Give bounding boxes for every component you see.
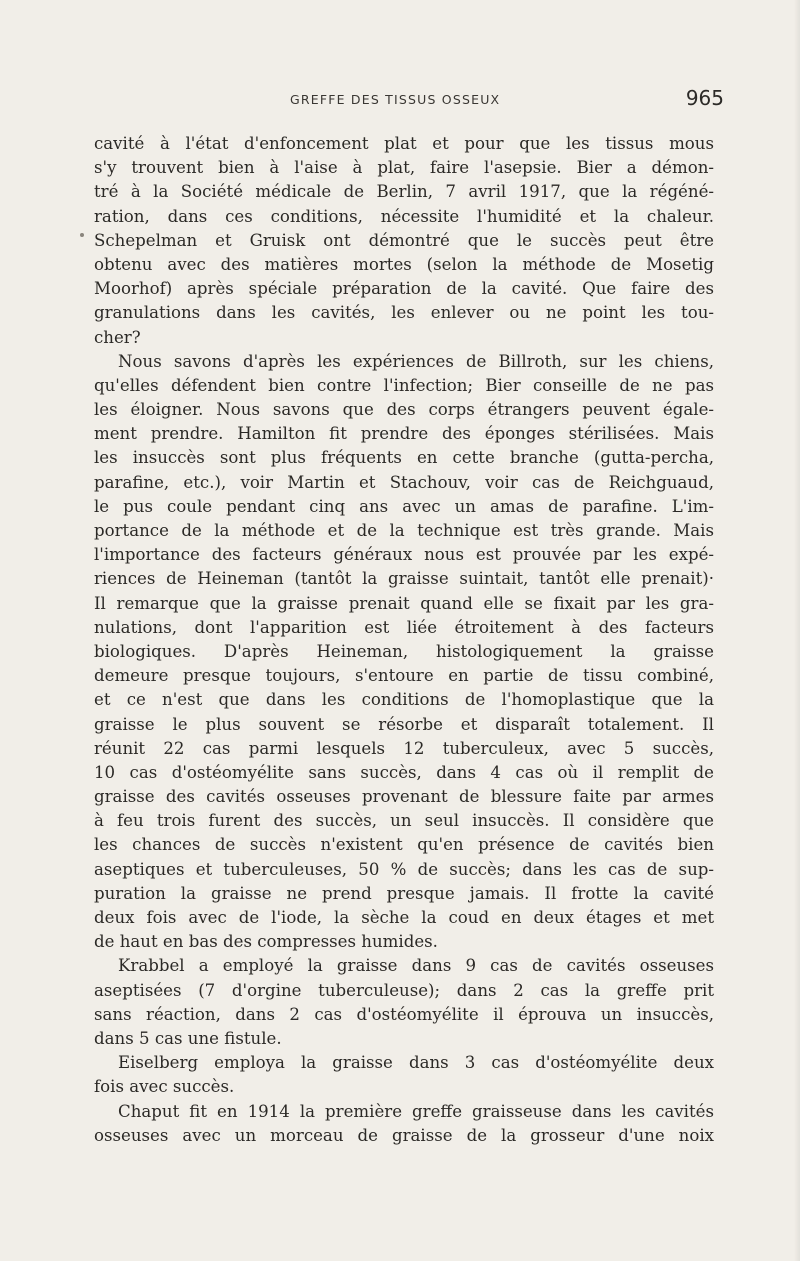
- text-line: à feu trois furent des succès, un seul insuccès. Il considère que: [94, 811, 714, 831]
- text-line: graisse des cavités osseuses provenant de blessure faite par armes: [94, 787, 714, 807]
- text-line: tré à la Société médicale de Berlin, 7 avril 1917, que la régéné-: [94, 182, 714, 202]
- margin-mark: [80, 233, 84, 237]
- text-line: et ce n'est que dans les conditions de l'homoplastique que la: [94, 690, 714, 710]
- text-line: sans réaction, dans 2 cas d'ostéomyélite il éprouva un insuccès,: [94, 1004, 714, 1024]
- text-line: granulations dans les cavités, les enlever ou ne point les tou-: [94, 303, 714, 323]
- text-line: s'y trouvent bien à l'aise à plat, faire l'asepsie. Bier a démon-: [94, 158, 714, 178]
- text-line: de haut en bas des compresses humides.: [94, 932, 438, 952]
- running-title: GREFFE DES TISSUS OSSEUX: [290, 92, 501, 107]
- text-line: nulations, dont l'apparition est liée étroitement à des facteurs: [94, 617, 714, 637]
- text-line: Schepelman et Gruisk ont démontré que le succès peut être: [94, 230, 714, 250]
- text-line: Chaput fit en 1914 la première greffe graisseuse dans les cavités: [118, 1101, 714, 1121]
- text-line: le pus coule pendant cinq ans avec un amas de parafine. L'im-: [94, 496, 714, 516]
- page-number: 965: [685, 86, 724, 110]
- text-line: Eiselberg employa la graisse dans 3 cas d'ostéomyélite deux: [118, 1053, 714, 1073]
- text-line: portance de la méthode et de la technique est très grande. Mais: [94, 521, 714, 540]
- text-line: les éloigner. Nous savons que des corps étrangers peuvent égale-: [94, 400, 714, 420]
- text-line: Nous savons d'après les expériences de Billroth, sur les chiens,: [118, 351, 714, 371]
- text-line: réunit 22 cas parmi lesquels 12 tuberculeux, avec 5 succès,: [94, 738, 714, 758]
- text-line: qu'elles défendent bien contre l'infection; Bier conseille de ne pas: [94, 375, 714, 395]
- text-line: riences de Heineman (tantôt la graisse suintait, tantôt elle prenait)·: [94, 569, 714, 589]
- text-line: Krabbel a employé la graisse dans 9 cas de cavités osseuses: [118, 956, 714, 976]
- text-line: aseptiques et tuberculeuses, 50 % de succès; dans les cas de sup-: [94, 859, 714, 879]
- text-line: deux fois avec de l'iode, la sèche la coud en deux étages et met: [94, 908, 714, 927]
- text-line: obtenu avec des matières mortes (selon la méthode de Mosetig: [94, 254, 714, 274]
- text-line: biologiques. D'après Heineman, histologiquement la graisse: [94, 641, 714, 661]
- text-line: Moorhof) après spéciale préparation de la cavité. Que faire des: [94, 279, 714, 299]
- text-line: aseptisées (7 d'orgine tuberculeuse); dans 2 cas la greffe prit: [94, 980, 714, 1000]
- text-line: fois avec succès.: [94, 1077, 235, 1097]
- text-line: ment prendre. Hamilton fit prendre des éponges stérilisées. Mais: [94, 424, 714, 444]
- body-text: [94, 132, 714, 1148]
- text-line: les chances de succès n'existent qu'en présence de cavités bien: [94, 835, 714, 855]
- page-edge-shadow: [794, 0, 800, 1261]
- text-line: cher?: [94, 327, 141, 347]
- text-line: 10 cas d'ostéomyélite sans succès, dans 4 cas où il remplit de: [94, 762, 714, 782]
- text-line: osseuses avec un morceau de graisse de la grosseur d'une noix: [94, 1125, 714, 1145]
- text-line: dans 5 cas une fistule.: [94, 1028, 282, 1048]
- page-header: [94, 86, 724, 116]
- text-line: ration, dans ces conditions, nécessite l'humidité et la chaleur.: [94, 206, 714, 226]
- text-line: parafine, etc.), voir Martin et Stachouv, voir cas de Reichguaud,: [94, 472, 714, 492]
- text-line: l'importance des facteurs généraux nous est prouvée par les expé-: [94, 545, 714, 565]
- text-line: puration la graisse ne prend presque jamais. Il frotte la cavité: [94, 883, 714, 903]
- text-line: Il remarque que la graisse prenait quand elle se fixait par les gra-: [94, 593, 714, 613]
- text-line: demeure presque toujours, s'entoure en partie de tissu combiné,: [94, 666, 714, 686]
- text-line: cavité à l'état d'enfoncement plat et pour que les tissus mous: [94, 134, 714, 153]
- text-line: graisse le plus souvent se résorbe et disparaît totalement. Il: [94, 714, 714, 734]
- text-line: les insuccès sont plus fréquents en cette branche (gutta-percha,: [94, 448, 714, 468]
